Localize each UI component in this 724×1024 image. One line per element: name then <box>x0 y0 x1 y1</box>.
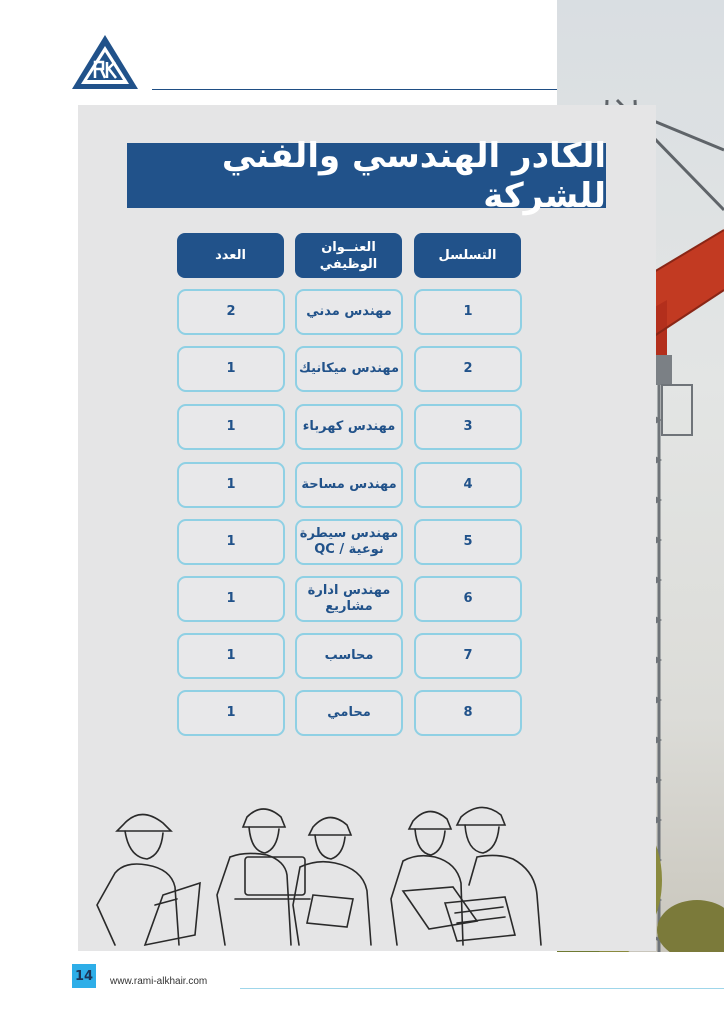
job-title-cell: محامي <box>295 690 403 736</box>
count-cell: 1 <box>177 576 285 622</box>
seq-cell: 6 <box>414 576 522 622</box>
rk-triangle-logo-icon <box>69 32 141 92</box>
header-job-title: العنــوان الوظيفي <box>295 233 402 278</box>
job-title-cell: مهندس كهرباء <box>295 404 403 450</box>
seq-cell: 2 <box>414 346 522 392</box>
page-title: الكادر الهندسي والفني للشركة <box>127 143 606 208</box>
seq-cell: 3 <box>414 404 522 450</box>
count-cell: 1 <box>177 633 285 679</box>
job-title-cell: مهندس مساحة <box>295 462 403 508</box>
header-count: العدد <box>177 233 284 278</box>
count-cell: 1 <box>177 462 285 508</box>
engineers-sketch-icon <box>85 795 555 950</box>
header-rule <box>152 89 557 90</box>
engineers-illustration <box>85 795 555 950</box>
seq-cell: 5 <box>414 519 522 565</box>
count-cell: 1 <box>177 690 285 736</box>
count-cell: 1 <box>177 404 285 450</box>
seq-cell: 7 <box>414 633 522 679</box>
count-cell: 1 <box>177 346 285 392</box>
page-number: 14 <box>72 964 96 988</box>
count-cell: 1 <box>177 519 285 565</box>
seq-cell: 8 <box>414 690 522 736</box>
seq-cell: 1 <box>414 289 522 335</box>
footer-rule <box>240 988 724 989</box>
job-title-cell: مهندس مدني <box>295 289 403 335</box>
job-title-cell: مهندس ميكانيك <box>295 346 403 392</box>
job-title-cell: مهندس سيطرة نوعية / QC <box>295 519 403 565</box>
seq-cell: 4 <box>414 462 522 508</box>
count-cell: 2 <box>177 289 285 335</box>
header-sequence: التسلسل <box>414 233 521 278</box>
job-title-cell: مهندس ادارة مشاريع <box>295 576 403 622</box>
job-title-cell: محاسب <box>295 633 403 679</box>
website-link[interactable]: www.rami-alkhair.com <box>110 976 208 987</box>
company-logo <box>69 32 141 92</box>
